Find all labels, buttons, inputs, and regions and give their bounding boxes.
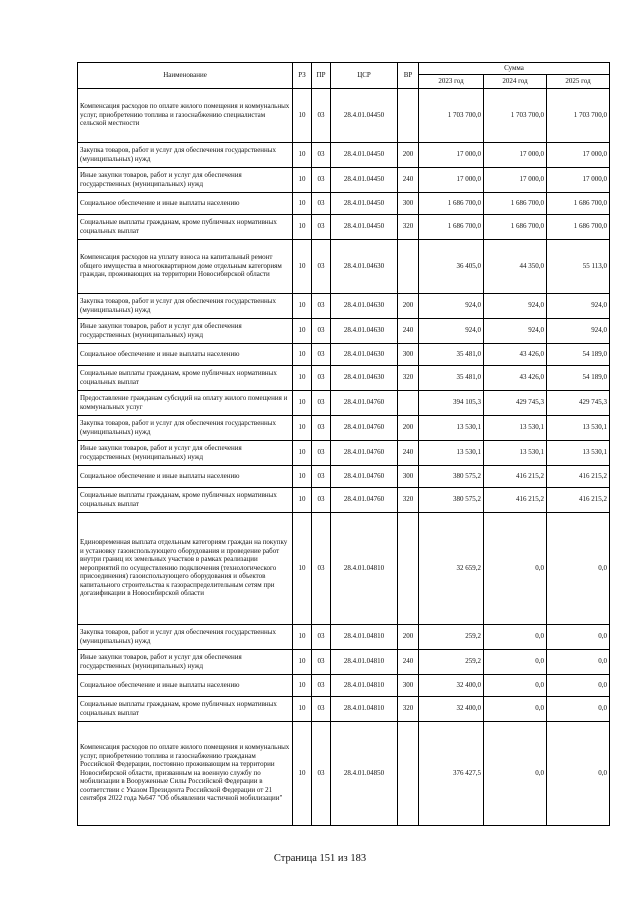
row-amount-2024: 0,0 <box>484 696 547 721</box>
budget-table <box>77 62 610 826</box>
table-row <box>78 365 610 390</box>
row-amount-2024: 17 000,0 <box>484 142 547 167</box>
table-row <box>78 214 610 239</box>
row-rz: 10 <box>293 192 312 214</box>
row-name: Закупка товаров, работ и услуг для обеспечения государственных (муниципальных) нужд <box>78 293 293 318</box>
row-vr: 200 <box>398 142 419 167</box>
row-amount-2024: 0,0 <box>484 721 547 825</box>
row-csr: 28.4.01.04810 <box>331 696 398 721</box>
row-pr: 03 <box>312 390 331 415</box>
row-pr: 03 <box>312 192 331 214</box>
row-name: Иные закупки товаров, работ и услуг для обеспечения государственных (муниципальных) нужд <box>78 318 293 343</box>
header-year-2025: 2025 год <box>547 74 610 88</box>
table-row <box>78 390 610 415</box>
row-amount-2025: 1 686 700,0 <box>547 214 610 239</box>
row-csr: 28.4.01.04630 <box>331 365 398 390</box>
row-amount-2024: 44 350,0 <box>484 239 547 293</box>
row-csr: 28.4.01.04450 <box>331 88 398 142</box>
row-name: Компенсация расходов по оплате жилого помещения и коммунальных услуг, приобретению топлива и газоснабжению гражданам Российской Федерации, постоянно проживающим на территории Новосибирской области, призванным на военную службу по мобилизации в Вооруженные Силы Российской Федерации в соответствии с Указом Президента Российской Федерации от 21 сентября 2022 года №647 "Об объявлении частичной мобилизации" <box>78 721 293 825</box>
row-rz: 10 <box>293 721 312 825</box>
row-amount-2025: 1 703 700,0 <box>547 88 610 142</box>
row-amount-2025: 13 530,1 <box>547 415 610 440</box>
row-amount-2025: 924,0 <box>547 293 610 318</box>
row-vr: 200 <box>398 415 419 440</box>
row-pr: 03 <box>312 674 331 696</box>
table-row <box>78 721 610 825</box>
row-csr: 28.4.01.04760 <box>331 390 398 415</box>
row-amount-2024: 13 530,1 <box>484 440 547 465</box>
header-name: Наименование <box>78 63 293 89</box>
row-vr: 300 <box>398 192 419 214</box>
row-name: Социальные выплаты гражданам, кроме публичных нормативных социальных выплат <box>78 487 293 512</box>
row-name: Социальное обеспечение и иные выплаты населению <box>78 465 293 487</box>
row-rz: 10 <box>293 465 312 487</box>
row-amount-2023: 32 400,0 <box>419 696 484 721</box>
row-rz: 10 <box>293 343 312 365</box>
table-row <box>78 440 610 465</box>
row-rz: 10 <box>293 293 312 318</box>
row-amount-2023: 32 400,0 <box>419 674 484 696</box>
row-rz: 10 <box>293 624 312 649</box>
row-csr: 28.4.01.04760 <box>331 487 398 512</box>
row-amount-2025: 13 530,1 <box>547 440 610 465</box>
row-name: Иные закупки товаров, работ и услуг для обеспечения государственных (муниципальных) нужд <box>78 649 293 674</box>
row-pr: 03 <box>312 512 331 624</box>
row-amount-2025: 924,0 <box>547 318 610 343</box>
row-rz: 10 <box>293 88 312 142</box>
row-amount-2023: 36 405,0 <box>419 239 484 293</box>
row-pr: 03 <box>312 696 331 721</box>
table-row <box>78 512 610 624</box>
header-rz: РЗ <box>293 63 312 89</box>
table-row <box>78 465 610 487</box>
table-row <box>78 318 610 343</box>
row-pr: 03 <box>312 649 331 674</box>
row-name: Компенсация расходов на уплату взноса на капитальный ремонт общего имущества в многоквартирном доме отдельным категориям граждан, проживающих на территории Новосибирской области <box>78 239 293 293</box>
row-vr <box>398 721 419 825</box>
row-csr: 28.4.01.04450 <box>331 214 398 239</box>
row-vr: 300 <box>398 343 419 365</box>
row-vr: 320 <box>398 696 419 721</box>
table-row <box>78 167 610 192</box>
row-rz: 10 <box>293 649 312 674</box>
row-amount-2023: 380 575,2 <box>419 487 484 512</box>
row-vr: 320 <box>398 365 419 390</box>
row-vr: 200 <box>398 624 419 649</box>
row-pr: 03 <box>312 440 331 465</box>
row-rz: 10 <box>293 696 312 721</box>
row-amount-2023: 32 659,2 <box>419 512 484 624</box>
row-amount-2025: 17 000,0 <box>547 142 610 167</box>
row-amount-2025: 429 745,3 <box>547 390 610 415</box>
table-row <box>78 343 610 365</box>
row-amount-2023: 13 530,1 <box>419 440 484 465</box>
row-amount-2023: 1 686 700,0 <box>419 214 484 239</box>
row-amount-2024: 924,0 <box>484 293 547 318</box>
row-rz: 10 <box>293 214 312 239</box>
row-name: Социальные выплаты гражданам, кроме публичных нормативных социальных выплат <box>78 214 293 239</box>
row-amount-2025: 54 189,0 <box>547 343 610 365</box>
row-amount-2024: 1 686 700,0 <box>484 192 547 214</box>
row-rz: 10 <box>293 142 312 167</box>
row-csr: 28.4.01.04850 <box>331 721 398 825</box>
row-pr: 03 <box>312 88 331 142</box>
header-vr: ВР <box>398 63 419 89</box>
row-amount-2024: 13 530,1 <box>484 415 547 440</box>
row-amount-2023: 1 703 700,0 <box>419 88 484 142</box>
row-pr: 03 <box>312 318 331 343</box>
row-csr: 28.4.01.04630 <box>331 343 398 365</box>
row-amount-2025: 55 113,0 <box>547 239 610 293</box>
row-name: Социальное обеспечение и иные выплаты населению <box>78 343 293 365</box>
row-vr: 240 <box>398 318 419 343</box>
header-year-2024: 2024 год <box>484 74 547 88</box>
row-csr: 28.4.01.04810 <box>331 512 398 624</box>
table-row <box>78 487 610 512</box>
row-rz: 10 <box>293 440 312 465</box>
row-pr: 03 <box>312 624 331 649</box>
row-amount-2024: 924,0 <box>484 318 547 343</box>
row-amount-2023: 35 481,0 <box>419 365 484 390</box>
row-amount-2023: 1 686 700,0 <box>419 192 484 214</box>
row-amount-2023: 259,2 <box>419 649 484 674</box>
row-amount-2023: 13 530,1 <box>419 415 484 440</box>
row-name: Компенсация расходов по оплате жилого помещения и коммунальных услуг, приобретению топлива и газоснабжению специалистам сельской местности <box>78 88 293 142</box>
row-pr: 03 <box>312 167 331 192</box>
row-amount-2025: 0,0 <box>547 624 610 649</box>
row-amount-2025: 416 215,2 <box>547 465 610 487</box>
row-name: Социальное обеспечение и иные выплаты населению <box>78 192 293 214</box>
row-amount-2023: 376 427,5 <box>419 721 484 825</box>
row-vr: 320 <box>398 214 419 239</box>
row-amount-2023: 17 000,0 <box>419 167 484 192</box>
table-row <box>78 649 610 674</box>
row-amount-2023: 35 481,0 <box>419 343 484 365</box>
header-sum: Сумма <box>419 63 610 75</box>
table-row <box>78 624 610 649</box>
row-amount-2024: 0,0 <box>484 624 547 649</box>
row-rz: 10 <box>293 239 312 293</box>
row-rz: 10 <box>293 512 312 624</box>
row-vr <box>398 512 419 624</box>
row-name: Социальные выплаты гражданам, кроме публичных нормативных социальных выплат <box>78 696 293 721</box>
table-row <box>78 192 610 214</box>
row-pr: 03 <box>312 239 331 293</box>
row-amount-2025: 0,0 <box>547 696 610 721</box>
row-amount-2024: 429 745,3 <box>484 390 547 415</box>
row-amount-2023: 17 000,0 <box>419 142 484 167</box>
row-amount-2025: 0,0 <box>547 649 610 674</box>
row-csr: 28.4.01.04630 <box>331 318 398 343</box>
page-number: Страница 151 из 183 <box>273 853 367 864</box>
row-amount-2025: 0,0 <box>547 512 610 624</box>
row-amount-2024: 17 000,0 <box>484 167 547 192</box>
table-row <box>78 696 610 721</box>
row-amount-2023: 394 105,3 <box>419 390 484 415</box>
row-name: Предоставление гражданам субсидий на оплату жилого помещения и коммунальных услуг <box>78 390 293 415</box>
row-amount-2023: 380 575,2 <box>419 465 484 487</box>
row-pr: 03 <box>312 465 331 487</box>
row-pr: 03 <box>312 293 331 318</box>
row-name: Иные закупки товаров, работ и услуг для обеспечения государственных (муниципальных) нужд <box>78 440 293 465</box>
row-rz: 10 <box>293 415 312 440</box>
row-name: Закупка товаров, работ и услуг для обеспечения государственных (муниципальных) нужд <box>78 624 293 649</box>
row-amount-2024: 43 426,0 <box>484 365 547 390</box>
row-pr: 03 <box>312 487 331 512</box>
header-year-2023: 2023 год <box>419 74 484 88</box>
row-pr: 03 <box>312 142 331 167</box>
row-csr: 28.4.01.04450 <box>331 142 398 167</box>
row-name: Закупка товаров, работ и услуг для обеспечения государственных (муниципальных) нужд <box>78 142 293 167</box>
row-csr: 28.4.01.04810 <box>331 674 398 696</box>
row-amount-2024: 43 426,0 <box>484 343 547 365</box>
row-csr: 28.4.01.04760 <box>331 440 398 465</box>
row-csr: 28.4.01.04450 <box>331 192 398 214</box>
row-vr <box>398 390 419 415</box>
row-pr: 03 <box>312 343 331 365</box>
table-row <box>78 88 610 142</box>
row-pr: 03 <box>312 365 331 390</box>
row-csr: 28.4.01.04810 <box>331 624 398 649</box>
row-rz: 10 <box>293 365 312 390</box>
row-amount-2024: 1 686 700,0 <box>484 214 547 239</box>
table-row <box>78 674 610 696</box>
row-vr: 240 <box>398 440 419 465</box>
table-row <box>78 293 610 318</box>
row-rz: 10 <box>293 674 312 696</box>
row-amount-2024: 1 703 700,0 <box>484 88 547 142</box>
row-amount-2023: 259,2 <box>419 624 484 649</box>
row-amount-2025: 17 000,0 <box>547 167 610 192</box>
row-name: Иные закупки товаров, работ и услуг для обеспечения государственных (муниципальных) нужд <box>78 167 293 192</box>
row-vr: 240 <box>398 649 419 674</box>
row-amount-2024: 0,0 <box>484 674 547 696</box>
row-csr: 28.4.01.04630 <box>331 239 398 293</box>
row-amount-2025: 0,0 <box>547 674 610 696</box>
row-name: Социальное обеспечение и иные выплаты населению <box>78 674 293 696</box>
row-amount-2025: 54 189,0 <box>547 365 610 390</box>
row-csr: 28.4.01.04810 <box>331 649 398 674</box>
row-csr: 28.4.01.04450 <box>331 167 398 192</box>
row-name: Закупка товаров, работ и услуг для обеспечения государственных (муниципальных) нужд <box>78 415 293 440</box>
row-rz: 10 <box>293 167 312 192</box>
row-amount-2024: 0,0 <box>484 512 547 624</box>
row-pr: 03 <box>312 214 331 239</box>
row-rz: 10 <box>293 390 312 415</box>
row-vr: 320 <box>398 487 419 512</box>
row-vr <box>398 88 419 142</box>
table-row <box>78 142 610 167</box>
table-body <box>78 88 610 825</box>
row-amount-2025: 1 686 700,0 <box>547 192 610 214</box>
row-vr: 200 <box>398 293 419 318</box>
row-pr: 03 <box>312 415 331 440</box>
row-amount-2025: 0,0 <box>547 721 610 825</box>
row-csr: 28.4.01.04760 <box>331 415 398 440</box>
row-name: Единовременная выплата отдельным категориям граждан на покупку и установку газоиспользующего оборудования и проведение работ внутри границ их земельных участков в рамках реализации мероприятий по осуществлению подключения (технологического присоединения) газоиспользующего оборудования и объектов капитального строительства к газораспределительным сетям при догазификации в Новосибирской области <box>78 512 293 624</box>
row-csr: 28.4.01.04630 <box>331 293 398 318</box>
header-csr: ЦСР <box>331 63 398 89</box>
row-csr: 28.4.01.04760 <box>331 465 398 487</box>
row-vr <box>398 239 419 293</box>
row-pr: 03 <box>312 721 331 825</box>
row-amount-2024: 416 215,2 <box>484 487 547 512</box>
table-row <box>78 239 610 293</box>
row-vr: 300 <box>398 674 419 696</box>
row-amount-2025: 416 215,2 <box>547 487 610 512</box>
table-row <box>78 415 610 440</box>
row-name: Социальные выплаты гражданам, кроме публичных нормативных социальных выплат <box>78 365 293 390</box>
header-pr: ПР <box>312 63 331 89</box>
row-amount-2024: 0,0 <box>484 649 547 674</box>
row-amount-2024: 416 215,2 <box>484 465 547 487</box>
row-vr: 240 <box>398 167 419 192</box>
row-vr: 300 <box>398 465 419 487</box>
row-rz: 10 <box>293 487 312 512</box>
row-amount-2023: 924,0 <box>419 318 484 343</box>
row-rz: 10 <box>293 318 312 343</box>
row-amount-2023: 924,0 <box>419 293 484 318</box>
